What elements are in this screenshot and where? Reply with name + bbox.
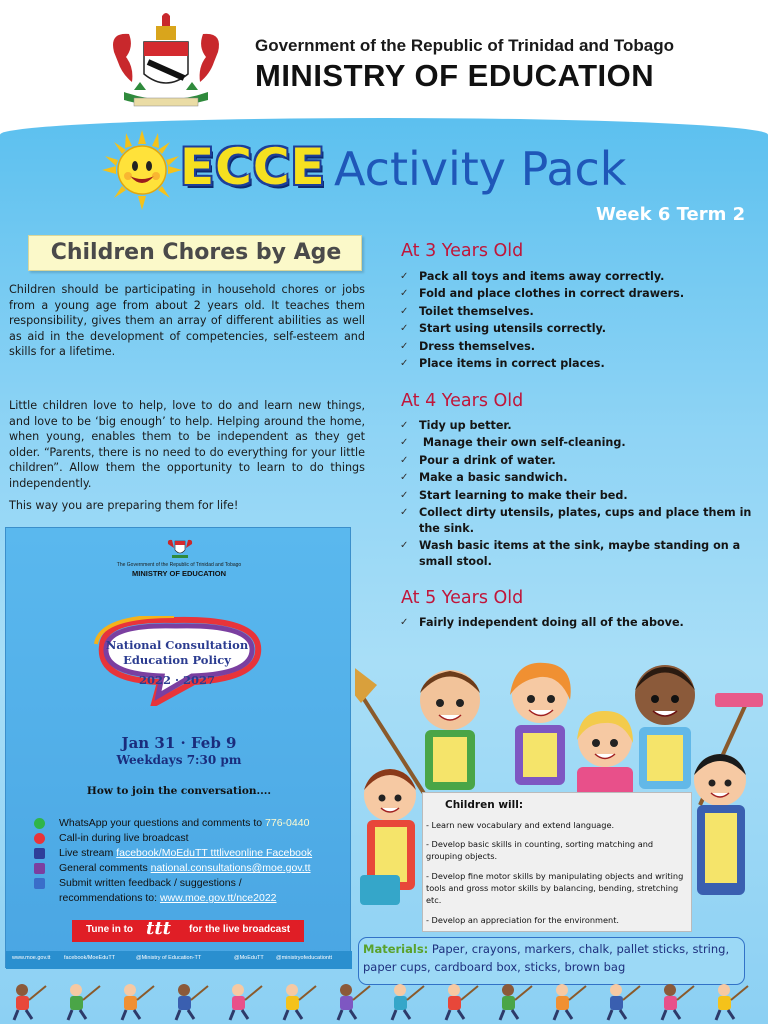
age-4-heading: At 4 Years Old xyxy=(401,391,524,411)
running-child-figure xyxy=(662,984,694,1020)
checkmark-icon: ✓ xyxy=(400,454,409,466)
activity-pack-title: Activity Pack xyxy=(334,142,627,196)
checkmark-icon: ✓ xyxy=(400,506,409,518)
footer-link[interactable]: facebook/MoeEduTT xyxy=(64,955,116,961)
running-child-figure xyxy=(716,984,748,1020)
running-child-figure xyxy=(176,984,208,1020)
age-3-heading: At 3 Years Old xyxy=(401,241,524,261)
list-item: ✓ Collect dirty utensils, plates, cups and place them in the sink. xyxy=(400,505,752,535)
email-link[interactable]: national.consultations@moe.gov.tt xyxy=(150,862,311,874)
poster-times: Weekdays 7:30 pm xyxy=(116,753,242,767)
footer-link[interactable]: @ministryofeducationtt xyxy=(276,955,333,961)
tune-in-banner: Tune in to ttt for the live broadcast xyxy=(72,920,304,942)
list-item: ✓ Tidy up better. xyxy=(400,419,512,432)
list-item: ✓ Toilet themselves. xyxy=(400,304,534,318)
intro-paragraph-1: Children should be participating in household chores or jobs from a young age from about 2 years old. It teaches them responsibility, gives them an array of different abilities as well as aid in the development of competencies, self-esteem and skills for a lifetime. xyxy=(9,283,365,358)
list-item: - Learn new vocabulary and extend language. xyxy=(426,820,615,830)
checkmark-icon: ✓ xyxy=(400,489,409,501)
list-item: - Develop an appreciation for the environment. xyxy=(426,915,620,925)
coat-of-arms-icon xyxy=(104,12,228,110)
facebook-link[interactable]: facebook/MoEduTT tttliveonline Facebook xyxy=(116,847,313,859)
age-5-list xyxy=(398,615,764,632)
checkmark-icon: ✓ xyxy=(400,323,409,335)
running-child-figure xyxy=(284,984,316,1020)
checkmark-icon: ✓ xyxy=(400,288,409,300)
age-3-list xyxy=(398,269,764,373)
coat-of-arms-icon xyxy=(166,536,194,560)
checkmark-icon: ✓ xyxy=(400,420,409,431)
comment-icon xyxy=(34,863,45,874)
running-child-figure xyxy=(554,984,586,1020)
children-border-graphic xyxy=(0,978,768,1024)
children-will-box xyxy=(422,792,692,932)
intro-paragraph-3: This way you are preparing them for life! xyxy=(9,499,239,512)
list-item: - Develop basic skills in counting, sorting matching and grouping objects. xyxy=(426,839,654,861)
list-item: ✓ Pour a drink of water. xyxy=(400,453,556,467)
poster-dates: Jan 31 · Feb 9 xyxy=(121,734,237,752)
chores-heading: Children Chores by Age xyxy=(50,240,342,265)
smiling-sun-icon xyxy=(102,130,182,210)
ttt-logo: ttt xyxy=(146,918,171,939)
list-item: - Develop fine motor skills by manipulating objects and writing tools and gross motor skills by balancing, bending, stretching etc. xyxy=(426,871,684,905)
ecce-title: ECCE xyxy=(180,138,326,196)
running-child-figure xyxy=(338,984,370,1020)
running-child-figure xyxy=(608,984,640,1020)
list-item: ✓ Start learning to make their bed. xyxy=(400,488,628,502)
checkmark-icon: ✓ xyxy=(400,540,409,552)
children-will-title: Children will: xyxy=(445,799,524,811)
list-item: ✓ Start using utensils correctly. xyxy=(400,322,607,336)
list-item: ✓ Wash basic items at the sink, maybe standing on a small stool. xyxy=(400,539,741,568)
running-child-figure xyxy=(122,984,154,1020)
list-item: ✓ Dress themselves. xyxy=(400,339,536,353)
age-4-list xyxy=(398,418,764,571)
poster-footer xyxy=(6,951,352,969)
running-child-figure xyxy=(392,984,424,1020)
list-item: ✓ Pack all toys and items away correctly. xyxy=(400,270,665,283)
checkmark-icon: ✓ xyxy=(400,437,409,449)
list-item: ✓ Fold and place clothes in correct drawers. xyxy=(400,287,685,301)
upload-icon xyxy=(34,878,45,889)
poster-ministry: MINISTRY OF EDUCATION xyxy=(131,569,227,578)
footer-link[interactable]: www.moe.gov.tt xyxy=(12,955,51,961)
footer-link[interactable]: @MoEduTT xyxy=(234,955,264,961)
checkmark-icon: ✓ xyxy=(400,271,409,282)
checkmark-icon: ✓ xyxy=(400,617,409,628)
whatsapp-icon xyxy=(34,818,45,829)
list-item: ✓ Place items in correct places. xyxy=(400,356,605,370)
website-link[interactable]: www.moe.gov.tt/nce2022 xyxy=(159,892,277,904)
checkmark-icon: ✓ xyxy=(400,305,409,317)
poster-government-line: The Government of the Republic of Trinidad and Tobago xyxy=(116,562,242,568)
checkmark-icon: ✓ xyxy=(400,472,409,484)
age-5-heading: At 5 Years Old xyxy=(401,588,524,608)
checkmark-icon: ✓ xyxy=(400,340,409,352)
running-child-figure xyxy=(68,984,100,1020)
materials-list: Paper, crayons, markers, chalk, pallet sticks, string, paper cups, cardboard box, sticks, brown bag xyxy=(363,942,730,974)
tv-icon xyxy=(34,848,45,859)
consultation-title: National Consultation Education Policy xyxy=(105,638,249,667)
page-header xyxy=(0,0,768,130)
consultation-years: 2022 · 2027 xyxy=(138,673,216,687)
running-child-figure xyxy=(446,984,478,1020)
consultation-poster: The Government of the Republic of Trinidad and Tobago MINISTRY OF EDUCATION National Consultation Education Policy 2022 · 2027 Jan 31 · Feb 9 Weekdays 7:30 pm How to join the conversation.... WhatsApp your questions and comments to 776-0440 Call-in during live broadcast Live stream facebook/MoEduTT tttliveonline Facebook General comments national.consultations@moe.gov.tt Submit written feedback / suggestions / recommendations to: www.moe.gov.tt/nce2022 Tune in to ttt for the live broadcast www.moe.gov.tt facebook/MoeEduTT @Ministry of Education-TT @MoEduTT @ministryofeducationtt xyxy=(5,527,351,968)
government-line: Government of the Republic of Trinidad and Tobago xyxy=(255,36,675,55)
materials-label: Materials: xyxy=(363,942,429,956)
ministry-title: MINISTRY OF EDUCATION xyxy=(255,58,655,93)
footer-link[interactable]: @Ministry of Education-TT xyxy=(136,955,202,961)
list-item: ✓ Manage their own self-cleaning. xyxy=(400,436,626,450)
list-item: ✓ Make a basic sandwich. xyxy=(400,471,568,485)
checkmark-icon: ✓ xyxy=(400,357,409,369)
phone-icon xyxy=(34,833,45,844)
chores-heading-box xyxy=(28,235,362,271)
running-child-figure xyxy=(500,984,532,1020)
week-term-label: Week 6 Term 2 xyxy=(596,204,746,225)
poster-how-to-join: How to join the conversation.... xyxy=(86,785,272,797)
running-child-figure xyxy=(14,984,46,1020)
list-item: ✓ Fairly independent doing all of the above. xyxy=(400,616,684,629)
intro-paragraph-2: Little children love to help, love to do and learn new things, and love to be ‘big enough’ to help. Helping around the home, when young, enables them to be independent as they get older. “Parents, there is no need to do everything for your little children”. Allow them the opportunity to learn to do things independently. xyxy=(9,399,365,490)
running-child-figure xyxy=(230,984,262,1020)
